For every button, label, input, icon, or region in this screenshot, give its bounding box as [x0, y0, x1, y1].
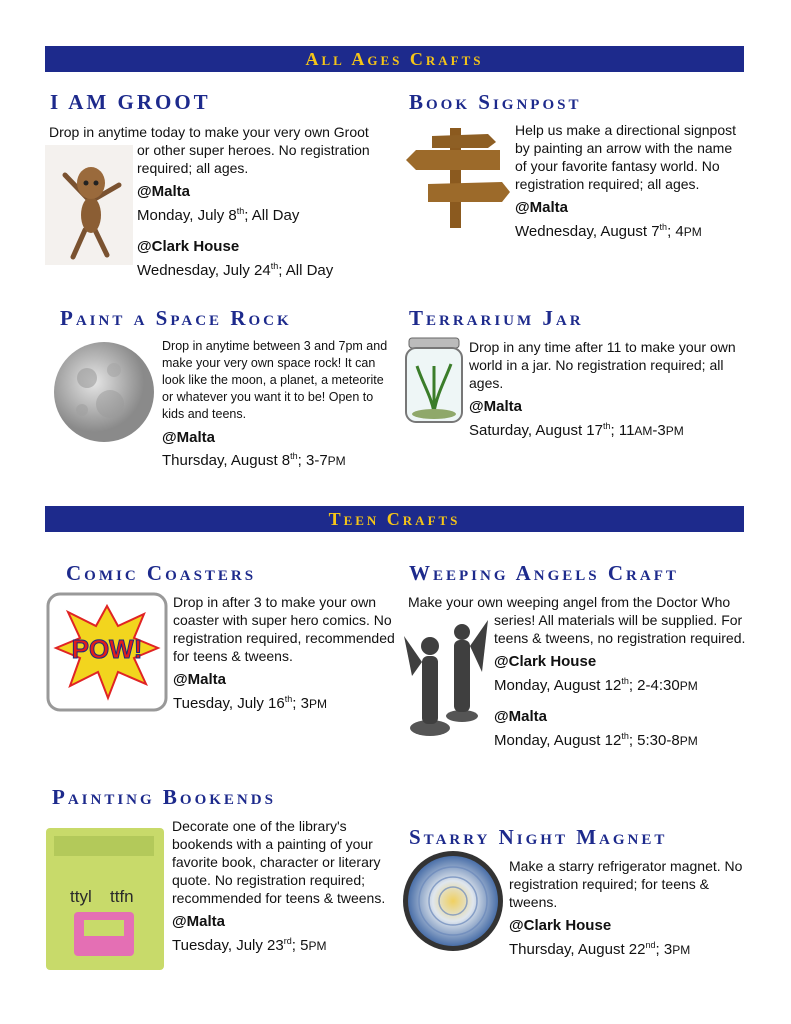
weeping-angels-image [402, 616, 490, 742]
pow-coaster-image [46, 592, 168, 712]
groot-location-2: @Clark House [137, 238, 240, 255]
signpost-location: @Malta [515, 199, 568, 216]
space-rock-description: Drop in anytime between 3 and 7pm and make your very own space rock! It can look like the moon, a planet, a meteorite or whatever you want it to be! Open to kids and teens. [162, 339, 388, 421]
angels-details [494, 611, 754, 751]
bookends-description: Decorate one of the library's bookends with a painting of your favorite book, character or literary quote. No registration required; recommended for teens & tweens. [172, 818, 386, 906]
signpost-details [515, 121, 747, 242]
terrarium-image [403, 336, 465, 426]
terrarium-details [469, 338, 751, 441]
terrarium-date: Saturday, August 17th; 11AM-3PM [469, 421, 684, 439]
groot-image [45, 145, 133, 265]
coasters-date: Tuesday, July 16th; 3PM [173, 694, 327, 712]
magnet-date: Thursday, August 22nd; 3PM [509, 940, 691, 958]
signpost-date: Wednesday, August 7th; 4PM [515, 222, 702, 240]
angels-date-1: Monday, August 12th; 2-4:30PM [494, 676, 698, 694]
groot-date-2: Wednesday, July 24th; All Day [137, 261, 334, 279]
signpost-title: Book Signpost [409, 90, 582, 114]
coasters-description: Drop in after 3 to make your own coaster with super hero comics. No registration required, recommended for teens & tweens. [173, 594, 395, 664]
space-rock-details [162, 338, 394, 471]
angels-description-first-line: Make your own weeping angel from the Doctor Who [408, 594, 731, 610]
terrarium-location: @Malta [469, 398, 522, 415]
all-ages-heading: All Ages Crafts [305, 48, 484, 69]
groot-date-1: Monday, July 8th; All Day [137, 206, 300, 224]
bookends-date: Tuesday, July 23rd; 5PM [172, 936, 327, 954]
terrarium-title: Terrarium Jar [409, 306, 584, 330]
groot-location-1: @Malta [137, 183, 190, 200]
bookends-location: @Malta [172, 913, 225, 930]
groot-title: I AM GROOT [50, 90, 211, 114]
starry-magnet-image [401, 849, 505, 953]
space-rock-title: Paint a Space Rock [60, 306, 292, 330]
magnet-title: Starry Night Magnet [409, 825, 668, 849]
bookends-image [44, 826, 168, 972]
angels-description: series! All materials will be supplied. For teens & tweens, no registration required. [494, 612, 746, 646]
magnet-description: Make a starry refrigerator magnet. No registration required; for teens & tweens. [509, 858, 743, 910]
signpost-image [402, 122, 510, 230]
all-ages-banner [45, 46, 744, 72]
magnet-details [509, 857, 749, 960]
bookend-text-2: ttfn [110, 887, 134, 906]
signpost-description: Help us make a directional signpost by painting an arrow with the name of your favorite fantasy world. No registration required; all ages. [515, 122, 737, 192]
magnet-location: @Clark House [509, 917, 612, 934]
coasters-title: Comic Coasters [66, 561, 257, 585]
groot-description: or other super heroes. No registration required; all ages. [137, 142, 370, 176]
bookend-text-1: ttyl [70, 887, 92, 906]
groot-description-first-line: Drop in anytime today to make your very own Groot [49, 124, 369, 140]
teen-heading: Teen Crafts [328, 508, 461, 529]
bookends-title: Painting Bookends [52, 785, 276, 809]
angels-title: Weeping Angels Craft [409, 561, 679, 585]
angels-location-1: @Clark House [494, 653, 597, 670]
bookends-details [172, 817, 392, 956]
space-rock-location: @Malta [162, 429, 215, 446]
teen-banner [45, 506, 744, 532]
groot-details [137, 141, 389, 281]
moon-image [52, 340, 156, 444]
coasters-location: @Malta [173, 671, 226, 688]
terrarium-description: Drop in any time after 11 to make your own world in a jar. No registration required; all ages. [469, 339, 736, 391]
angels-date-2: Monday, August 12th; 5:30-8PM [494, 731, 698, 749]
coasters-details [173, 593, 401, 714]
pow-text: POW! [71, 634, 143, 664]
angels-location-2: @Malta [494, 708, 547, 725]
space-rock-date: Thursday, August 8th; 3-7PM [162, 451, 346, 469]
